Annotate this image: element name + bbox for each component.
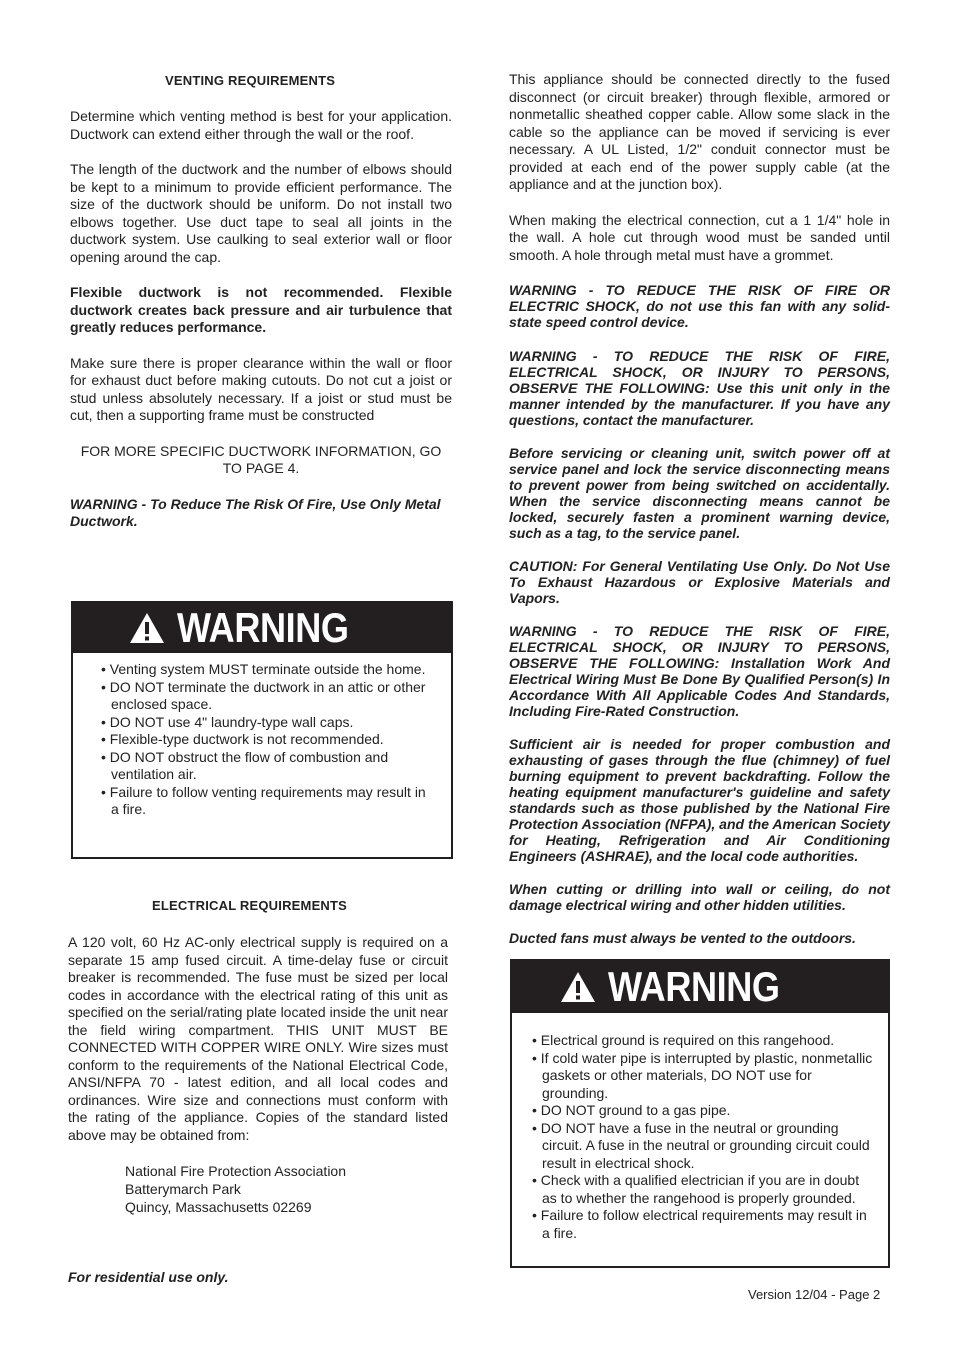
installation-warning: WARNING - TO REDUCE THE RISK OF FIRE, ELECTRICAL SHOCK, OR INJURY TO PERSONS, OBSERVE THE FOLLOWING: Installation Work And Electrical Wiring Must Be Done By Qualified Person(s) In Accordance With All Applicable Codes And Standards, Including Fire-Rated Construction. xyxy=(509,623,890,719)
warning-title: WARNING xyxy=(177,604,349,651)
list-item: • Flexible-type ductwork is not recommended. xyxy=(97,731,431,749)
electrical-warning-list xyxy=(512,1013,888,1242)
venting-section xyxy=(70,108,452,531)
warning-title: WARNING xyxy=(608,963,780,1010)
venting-heading: VENTING REQUIREMENTS xyxy=(165,73,336,88)
nfpa-address xyxy=(125,1162,346,1216)
venting-warning-list xyxy=(73,653,451,819)
warning-triangle-icon xyxy=(129,612,165,644)
list-item: • Venting system MUST terminate outside the home. xyxy=(97,661,431,679)
metal-ductwork-warning: WARNING - To Reduce The Risk Of Fire, Use Only Metal Ductwork. xyxy=(70,495,441,529)
list-item: • Check with a qualified electrician if you are in doubt as to whether the rangehood is properly grounded. xyxy=(528,1172,876,1207)
servicing-warning: Before servicing or cleaning unit, switch power off at service panel and lock the service disconnecting means to prevent power from being switched on accidentally. When the service disconnecting means cannot be locked, securely fasten a prominent warning device, such as a tag, to the service panel. xyxy=(509,445,890,541)
venting-paragraph-2: The length of the ductwork and the number of elbows should be kept to a minimum to provide efficient performance. The size of the ductwork should be uniform. Do not install two elbows together. Use duct tape to seal all joints in the ductwork system. Use caulking to seal exterior wall or floor opening around the cap. xyxy=(70,161,452,265)
warning-triangle-icon xyxy=(560,971,596,1003)
version-page-number: Version 12/04 - Page 2 xyxy=(748,1287,881,1302)
hole-paragraph: When making the electrical connection, cut a 1 1/4" hole in the wall. A hole cut through wood must be sanded until smooth. A hole through metal must have a grommet. xyxy=(509,211,890,263)
warning-banner xyxy=(73,603,451,653)
electrical-heading: ELECTRICAL REQUIREMENTS xyxy=(152,898,348,913)
warning-banner xyxy=(512,961,888,1013)
list-item: • DO NOT have a fuse in the neutral or grounding circuit. A fuse in the neutral or grounding circuit could result in electrical shock. xyxy=(528,1120,876,1173)
electrical-section xyxy=(68,934,448,1144)
venting-warning-box xyxy=(71,601,453,859)
address-line: Quincy, Massachusetts 02269 xyxy=(125,1199,312,1215)
list-item: • DO NOT obstruct the flow of combustion and ventilation air. xyxy=(97,749,431,784)
list-item: • DO NOT terminate the ductwork in an attic or other enclosed space. xyxy=(97,679,431,714)
list-item: • DO NOT ground to a gas pipe. xyxy=(528,1102,876,1120)
electrical-warning-box xyxy=(510,959,890,1268)
list-item: • Electrical ground is required on this rangehood. xyxy=(528,1032,876,1050)
venting-paragraph-1: Determine which venting method is best for your application. Ductwork can extend either through the wall or the roof. xyxy=(70,108,452,142)
right-column-text xyxy=(509,71,890,946)
vented-outdoors-note: Ducted fans must always be vented to the outdoors. xyxy=(509,930,856,946)
venting-paragraph-clearance: Make sure there is proper clearance within the wall or floor for exhaust duct before making cutouts. Do not cut a joist or stud unless absolutely necessary. If a joist or stud must be cut, then a supporting frame must be constructed xyxy=(70,354,452,423)
venting-flexible-note: Flexible ductwork is not recommended. Flexible ductwork creates back pressure and air turbulence that greatly reduces performance. xyxy=(70,284,452,335)
list-item: • Failure to follow electrical requirements may result in a fire. xyxy=(528,1207,876,1242)
ductwork-info-reference: FOR MORE SPECIFIC DUCTWORK INFORMATION, GO TO PAGE 4. xyxy=(80,442,442,476)
list-item: • If cold water pipe is interrupted by plastic, nonmetallic gaskets or other materials, DO NOT use for grounding. xyxy=(528,1050,876,1103)
combustion-air-note: Sufficient air is needed for proper combustion and exhausting of gases through the flue (chimney) of fuel burning equipment to prevent backdrafting. Follow the heating equipment manufacturer's guideline and safety standards such as those published by the National Fire Protection Association (NFPA), and the American Society for Heating, Refrigeration and Air Conditioning Engineers (ASHRAE), and the local code authorities. xyxy=(509,736,890,864)
ventilating-caution: CAUTION: For General Ventilating Use Only. Do Not Use To Exhaust Hazardous or Explosive Materials and Vapors. xyxy=(509,558,890,606)
speed-control-warning: WARNING - TO REDUCE THE RISK OF FIRE OR ELECTRIC SHOCK, do not use this fan with any solid-state speed control device. xyxy=(509,282,890,330)
list-item: • Failure to follow venting requirements may result in a fire. xyxy=(97,784,431,819)
list-item: • DO NOT use 4" laundry-type wall caps. xyxy=(97,714,431,732)
address-line: National Fire Protection Association xyxy=(125,1163,346,1179)
address-line: Batterymarch Park xyxy=(125,1181,241,1197)
residential-use-note: For residential use only. xyxy=(68,1269,229,1285)
hidden-utilities-note: When cutting or drilling into wall or ceiling, do not damage electrical wiring and other hidden utilities. xyxy=(509,881,890,913)
manner-intended-warning: WARNING - TO REDUCE THE RISK OF FIRE, ELECTRICAL SHOCK, OR INJURY TO PERSONS, OBSERVE THE FOLLOWING: Use this unit only in the manner intended by the manufacturer. If you have any questions, contact the manufacturer. xyxy=(509,348,890,428)
connection-paragraph: This appliance should be connected directly to the fused disconnect (or circuit breaker) through flexible, armored or nonmetallic sheathed copper cable. Allow some slack in the cable so the appliance can be moved if servicing is ever necessary. A UL Listed, 1/2" conduit connector must be provided at each end of the power supply cable (at the appliance and at the junction box). xyxy=(509,71,890,192)
electrical-paragraph: A 120 volt, 60 Hz AC-only electrical supply is required on a separate 15 amp fused circuit. A time-delay fuse or circuit breaker is recommended. The fuse must be sized per local codes in accordance with the electrical rating of this unit as specified on the serial/rating plate located inside the unit near the field wiring compartment. THIS UNIT MUST BE CONNECTED WITH COPPER WIRE ONLY. Wire sizes must conform to the requirements of the National Electrical Code, ANSI/NFPA 70 - latest edition, and all local codes and ordinances. Wire size and connections must conform with the rating of the appliance. Copies of the standard listed above may be obtained from: xyxy=(68,934,448,1143)
